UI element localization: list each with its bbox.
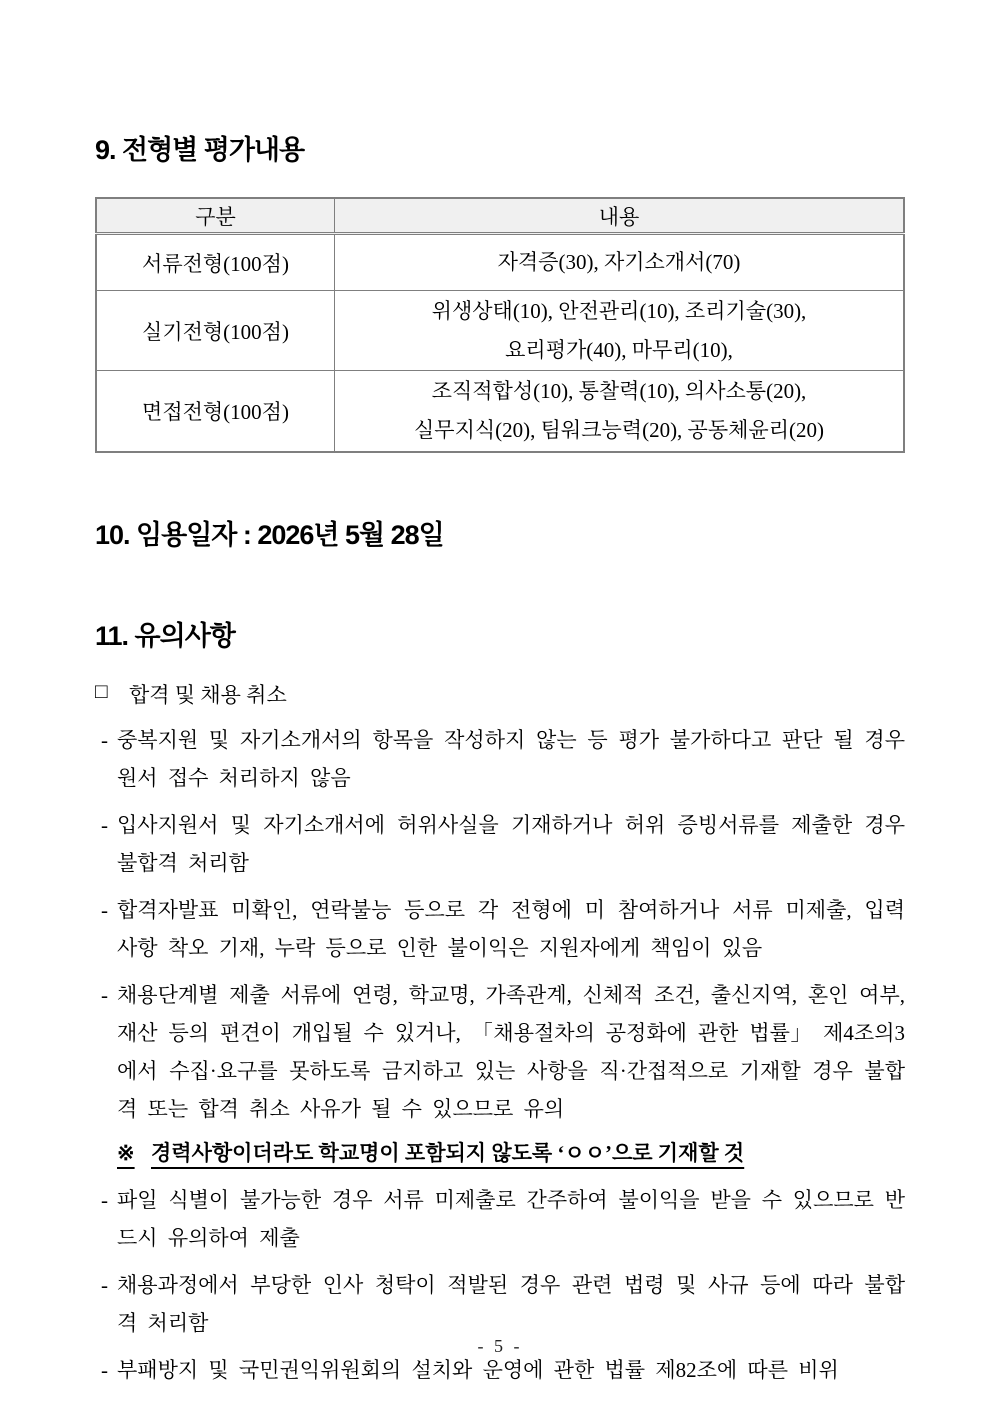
notice-item [95,721,905,797]
table-cell-content [335,234,905,291]
table-header-row [96,198,904,234]
table-row [96,371,904,453]
notice-text: 부패방지 및 국민권익위원회의 설치와 운영에 관한 법률 제82조에 따른 비위 [117,1358,839,1382]
table-cell-category: 실기전형(100점) [96,291,335,371]
notice-item [95,1266,905,1342]
content-line: 요리평가(40), 마무리(10), [505,337,733,362]
section9-heading: 9. 전형별 평가내용 [95,135,305,165]
evaluation-table [95,197,905,453]
notice-item [95,806,905,882]
notice-text: 채용과정에서 부당한 인사 청탁이 적발된 경우 관련 법령 및 사규 등에 따라 불합격 처리함 [117,1273,905,1335]
document-content [0,128,1000,1389]
notice-text: 합격자발표 미확인, 연락불능 등으로 각 전형에 미 참여하거나 서류 미제출, 입력 사항 착오 기재, 누락 등으로 인한 불이익은 지원자에게 책임이 있음 [117,898,905,960]
dash-bullet-icon: - [101,1188,108,1212]
dash-bullet-icon: - [101,728,108,752]
notice-item [95,891,905,967]
reference-mark-icon: ※ [117,1141,135,1165]
notice-text: 파일 식별이 불가능한 경우 서류 미제출로 간주하여 불이익을 받을 수 있으므로 반드시 유의하여 제출 [117,1188,905,1250]
checkbox-square-icon: □ [95,679,108,703]
dash-bullet-icon: - [101,813,108,837]
section11-heading: 11. 유의사항 [95,621,235,651]
table-row [96,234,904,291]
notice-text: 입사지원서 및 자기소개서에 허위사실을 기재하거나 허위 증빙서류를 제출한 경우 불합격 처리함 [117,813,905,875]
table-cell-content [335,371,905,453]
notice-text: 채용단계별 제출 서류에 연령, 학교명, 가족관계, 신체적 조건, 출신지역, 혼인 여부, 재산 등의 편견이 개입될 수 있거나, 「채용절차의 공정화에 관한 법률」 제4조의3에서 수집·요구를 못하도록 금지하고 있는 사항을 직·간접적으로 기재할 경우 불합격 또는 합격 취소 사유가 될 수 있으므로 유의 [117,983,905,1121]
dash-bullet-icon: - [101,1358,108,1382]
table-cell-category: 서류전형(100점) [96,234,335,291]
notice-text: 중복지원 및 자기소개서의 항목을 작성하지 않는 등 평가 불가하다고 판단 될 경우 원서 접수 처리하지 않음 [117,728,905,790]
section10-heading: 10. 임용일자 : 2026년 5월 28일 [95,520,444,550]
subheading-label: 합격 및 채용 취소 [129,683,287,707]
school-name-note [117,1134,905,1172]
table-header-category: 구분 [96,198,335,234]
note-text: 경력사항이더라도 학교명이 포함되지 않도록 ‘ㅇㅇ’으로 기재할 것 [151,1141,745,1165]
dash-bullet-icon: - [101,983,108,1007]
table-cell-content [335,291,905,371]
content-line: 위생상태(10), 안전관리(10), 조리기술(30), [431,298,807,323]
table-header-content: 내용 [335,198,905,234]
content-line: 조직적합성(10), 통찰력(10), 의사소통(20), [431,379,807,403]
cancellation-subheading [95,679,905,709]
page-number: - 5 - [477,1336,523,1356]
content-line: 실무지식(20), 팀워크능력(20), 공동체윤리(20) [414,418,824,442]
notice-item [95,1181,905,1257]
dash-bullet-icon: - [101,898,108,922]
content-line: 자격증(30), 자기소개서(70) [497,250,741,274]
notice-list [95,721,905,1389]
table-cell-category: 면접전형(100점) [96,371,335,453]
table-row [96,291,904,371]
dash-bullet-icon: - [101,1273,108,1297]
notice-item [95,976,905,1128]
